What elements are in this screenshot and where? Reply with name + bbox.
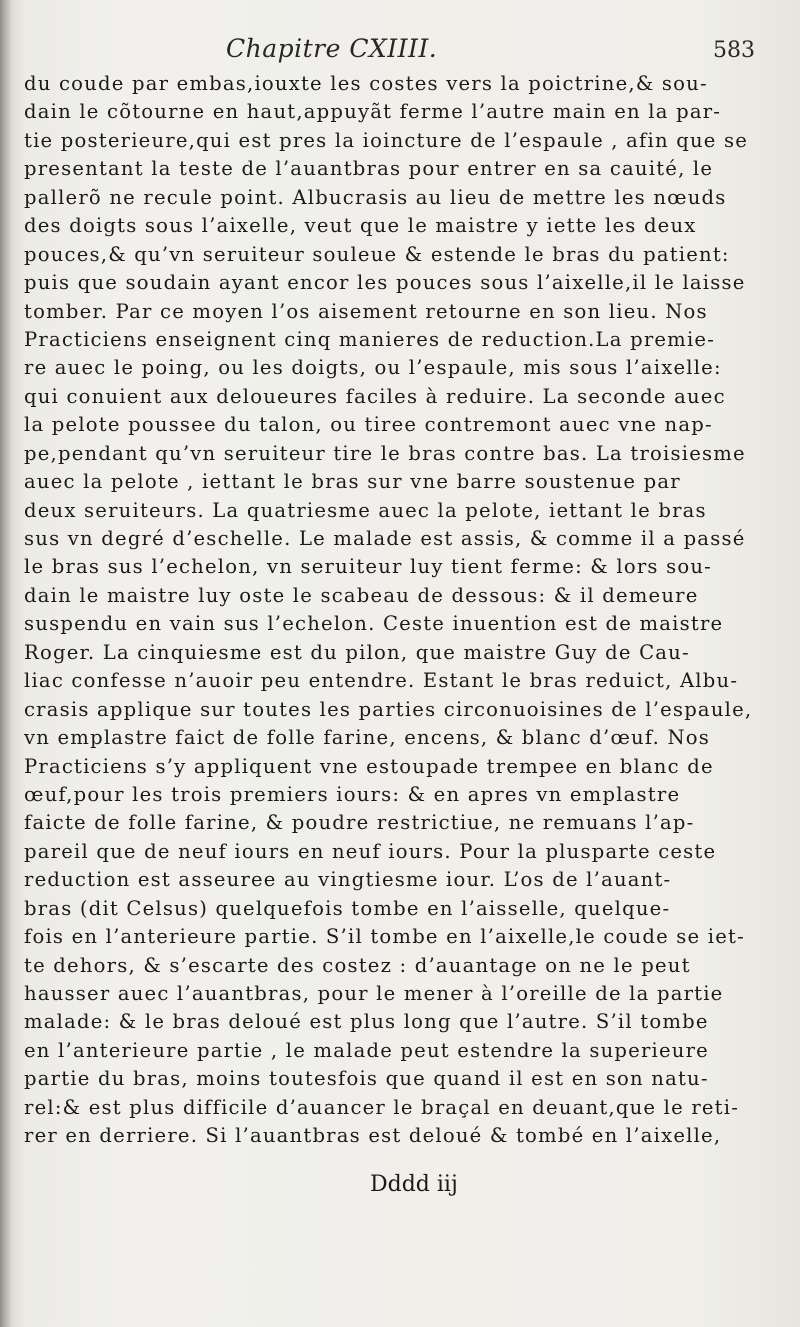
text-line: liac confesse n’auoir peu entendre. Estant le bras reduict, Albu- xyxy=(24,669,739,693)
text-line: en l’anterieure partie , le malade peut estendre la superieure xyxy=(24,1038,709,1062)
text-line: tomber. Par ce moyen l’os aisement retourne en son lieu. Nos xyxy=(24,299,708,323)
page-header xyxy=(0,30,800,70)
text-line: tie posterieure,qui est pres la ioincture de l’espaule , afin que se xyxy=(24,128,749,152)
text-line: pareil que de neuf iours en neuf iours. Pour la plusparte ceste xyxy=(24,839,717,863)
text-line: le bras sus l’echelon, vn seruiteur luy tient ferme: & lors sou- xyxy=(24,555,712,579)
text-line: partie du bras, moins toutesfois que quand il est en son natu- xyxy=(24,1067,709,1091)
text-line: faicte de folle farine, & poudre restrictiue, ne remuans l’ap- xyxy=(24,811,695,835)
text-line: Practiciens s’y appliquent vne estoupade trempee en blanc de xyxy=(24,754,714,778)
text-line: dain le maistre luy oste le scabeau de dessous: & il demeure xyxy=(24,583,699,607)
text-line: la pelote poussee du talon, ou tiree contremont auec vne nap- xyxy=(24,413,713,437)
text-line: œuf,pour les trois premiers iours: & en apres vn emplastre xyxy=(24,782,681,806)
text-line: qui conuient aux deloueures faciles à reduire. La seconde auec xyxy=(24,384,726,408)
text-line: suspendu en vain sus l’echelon. Ceste inuention est de maistre xyxy=(24,612,724,636)
signature-mark: Dddd iij xyxy=(370,1172,458,1197)
text-line: dain le cõtourne en haut,appuyãt ferme l’autre main en la par- xyxy=(24,100,722,124)
folio-number: 583 xyxy=(713,38,755,63)
text-line: malade: & le bras deloué est plus long que l’autre. S’il tombe xyxy=(24,1010,709,1034)
page-binding-shadow xyxy=(0,0,12,1327)
text-line: rer en derriere. Si l’auantbras est deloué & tombé en l’aixelle, xyxy=(24,1124,722,1148)
text-line: pe,pendant qu’vn seruiteur tire le bras contre bas. La troisiesme xyxy=(24,441,746,465)
text-line: crasis applique sur toutes les parties circonuoisines de l’espaule, xyxy=(24,697,753,721)
text-line: te dehors, & s’escarte des costez : d’auantage on ne le peut xyxy=(24,953,691,977)
text-line: des doigts sous l’aixelle, veut que le maistre y iette les deux xyxy=(24,214,697,238)
text-line: Roger. La cinquiesme est du pilon, que maistre Guy de Cau- xyxy=(24,640,690,664)
text-line: sus vn degré d’eschelle. Le malade est assis, & comme il a passé xyxy=(24,527,746,550)
text-line: du coude par embas,iouxte les costes vers la poictrine,& sou- xyxy=(24,72,708,95)
text-line: presentant la teste de l’auantbras pour entrer en sa cauité, le xyxy=(24,157,714,181)
text-line: puis que soudain ayant encor les pouces sous l’aixelle,il le laisse xyxy=(24,271,746,295)
text-line: hausser auec l’auantbras, pour le mener à l’oreille de la partie xyxy=(24,982,724,1005)
text-line: Practiciens enseignent cinq manieres de reduction.La premie- xyxy=(24,327,716,351)
text-line: vn emplastre faict de folle farine, encens, & blanc d’œuf. Nos xyxy=(24,726,711,750)
text-line: deux seruiteurs. La quatriesme auec la pelote, iettant le bras xyxy=(24,498,707,522)
running-title: Chapitre CXIIII. xyxy=(226,34,438,63)
text-line: pallerõ ne recule point. Albucrasis au lieu de mettre les nœuds xyxy=(24,185,727,209)
text-line: rel:& est plus difficile d’auancer le braçal en deuant,que le reti- xyxy=(24,1095,740,1119)
text-line: pouces,& qu’vn seruiteur souleue & estende le bras du patient: xyxy=(24,242,730,266)
text-line: auec la pelote , iettant le bras sur vne barre soustenue par xyxy=(24,470,681,494)
body-text xyxy=(24,70,800,1151)
text-line: reduction est asseuree au vingtiesme iour. L’os de l’auant- xyxy=(24,868,672,892)
text-line: bras (dit Celsus) quelquefois tombe en l’aisselle, quelque- xyxy=(24,896,671,920)
text-line: fois en l’anterieure partie. S’il tombe en l’aixelle,le coude se iet- xyxy=(24,925,745,949)
text-line: re auec le poing, ou les doigts, ou l’espaule, mis sous l’aixelle: xyxy=(24,356,722,380)
